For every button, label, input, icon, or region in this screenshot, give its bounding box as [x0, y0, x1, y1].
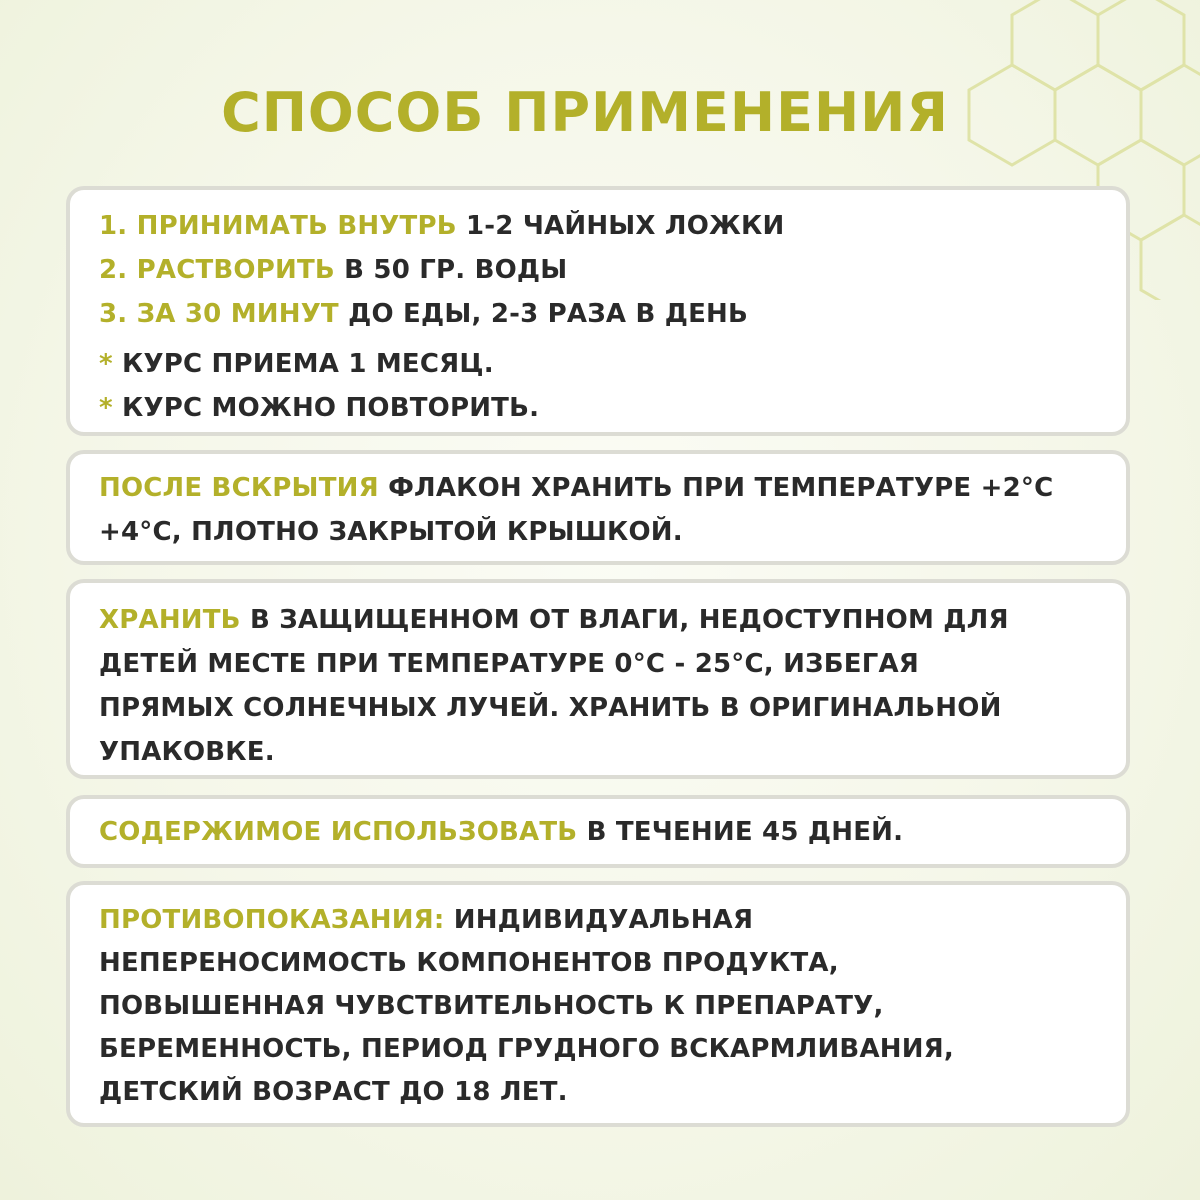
- step-highlight: 2. РАСТВОРИТЬ: [99, 255, 335, 285]
- step-highlight: 3. ЗА 30 МИНУТ: [99, 299, 339, 329]
- after-opening-line-1: [99, 466, 1096, 510]
- contraindications-card: [66, 881, 1130, 1127]
- note-text: КУРС МОЖНО ПОВТОРИТЬ.: [112, 393, 540, 423]
- shelf-life-text: В ТЕЧЕНИЕ 45 ДНЕЙ.: [577, 817, 904, 847]
- page-title: СПОСОБ ПРИМЕНЕНИЯ: [221, 81, 949, 144]
- storage-highlight: ХРАНИТЬ: [99, 605, 241, 635]
- storage-card: [66, 579, 1130, 779]
- storage-line-1: [99, 598, 1096, 642]
- storage-line-4: УПАКОВКЕ.: [99, 737, 275, 767]
- asterisk-marker: *: [99, 349, 113, 379]
- contraindications-line-3: ПОВЫШЕННАЯ ЧУВСТВИТЕЛЬНОСТЬ К ПРЕПАРАТУ,: [99, 991, 884, 1021]
- contraindications-line-4: БЕРЕМЕННОСТЬ, ПЕРИОД ГРУДНОГО ВСКАРМЛИВАНИЯ,: [99, 1034, 954, 1064]
- note-text: КУРС ПРИЕМА 1 МЕСЯЦ.: [112, 349, 494, 379]
- storage-line-3: ПРЯМЫХ СОЛНЕЧНЫХ ЛУЧЕЙ. ХРАНИТЬ В ОРИГИНАЛЬНОЙ: [99, 693, 1002, 723]
- storage-text: В ЗАЩИЩЕННОМ ОТ ВЛАГИ, НЕДОСТУПНОМ ДЛЯ: [240, 605, 1009, 635]
- after-opening-line-2: +4°С, ПЛОТНО ЗАКРЫТОЙ КРЫШКОЙ.: [99, 517, 683, 547]
- usage-step-1: [99, 204, 1096, 248]
- shelf-life-line: [99, 810, 1096, 854]
- storage-line-2: ДЕТЕЙ МЕСТЕ ПРИ ТЕМПЕРАТУРЕ 0°С - 25°С, ИЗБЕГАЯ: [99, 649, 920, 679]
- contraindications-line-1: [99, 899, 1096, 942]
- step-text: В 50 ГР. ВОДЫ: [334, 255, 568, 285]
- contraindications-text: ИНДИВИДУАЛЬНАЯ: [444, 905, 754, 935]
- step-text: ДО ЕДЫ, 2-3 РАЗА В ДЕНЬ: [338, 299, 749, 329]
- shelf-life-highlight: СОДЕРЖИМОЕ ИСПОЛЬЗОВАТЬ: [99, 817, 578, 847]
- step-highlight: 1. ПРИНИМАТЬ ВНУТРЬ: [99, 211, 457, 241]
- asterisk-marker: *: [99, 393, 113, 423]
- shelf-life-card: [66, 795, 1130, 868]
- usage-card: [66, 186, 1130, 436]
- usage-step-3: [99, 292, 1096, 336]
- after-opening-highlight: ПОСЛЕ ВСКРЫТИЯ: [99, 473, 379, 503]
- usage-note-2: [99, 386, 1096, 430]
- usage-step-2: [99, 248, 1096, 292]
- contraindications-line-2: НЕПЕРЕНОСИМОСТЬ КОМПОНЕНТОВ ПРОДУКТА,: [99, 948, 839, 978]
- after-opening-text: ФЛАКОН ХРАНИТЬ ПРИ ТЕМПЕРАТУРЕ +2°С: [378, 473, 1054, 503]
- usage-note-1: [99, 342, 1096, 386]
- after-opening-card: [66, 450, 1130, 565]
- contraindications-line-5: ДЕТСКИЙ ВОЗРАСТ ДО 18 ЛЕТ.: [99, 1077, 568, 1107]
- step-text: 1-2 ЧАЙНЫХ ЛОЖКИ: [456, 211, 785, 241]
- contraindications-highlight: ПРОТИВОПОКАЗАНИЯ:: [99, 905, 445, 935]
